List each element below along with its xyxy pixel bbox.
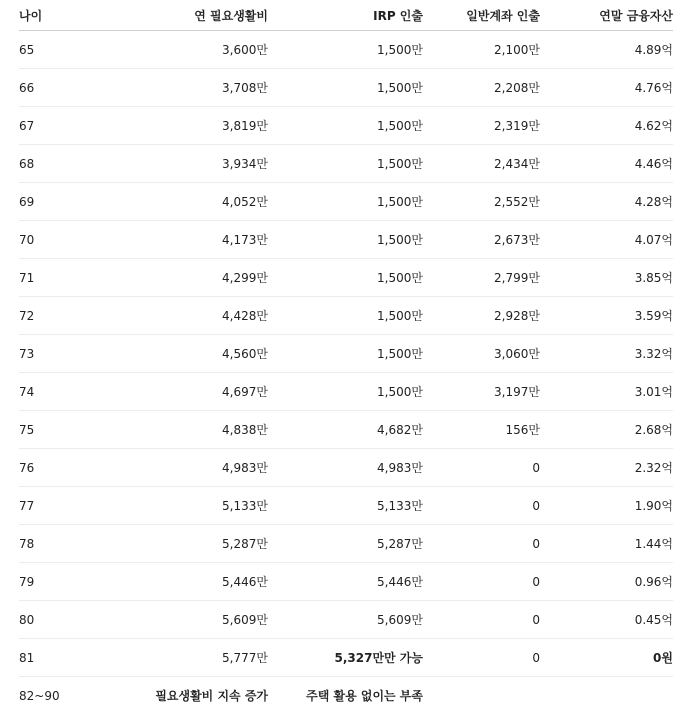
- table-row: [19, 259, 673, 297]
- table-row: [19, 449, 673, 487]
- table-row: [19, 335, 673, 373]
- cell-annual-living-cost: 4,560만: [99, 335, 268, 373]
- cell-general-account-withdrawal: 2,552만: [423, 183, 540, 221]
- cell-note-living-cost: 필요생활비 지속 증가: [155, 689, 268, 703]
- header-irp-withdrawal: IRP 인출: [268, 0, 423, 31]
- cell-year-end-assets: 3.32억: [540, 335, 673, 373]
- cell-annual-living-cost: 4,052만: [99, 183, 268, 221]
- cell-age: 69: [19, 183, 99, 221]
- cell-general-account-withdrawal: 0: [423, 563, 540, 601]
- cell-irp-withdrawal: 1,500만: [268, 107, 423, 145]
- cell-age: 76: [19, 449, 99, 487]
- cell-general-account-withdrawal: 156만: [423, 411, 540, 449]
- cell-age: 65: [19, 31, 99, 69]
- cell-annual-living-cost: 5,446만: [99, 563, 268, 601]
- cell-age: 72: [19, 297, 99, 335]
- cell-year-end-assets: 0.96억: [540, 563, 673, 601]
- cell-annual-living-cost: 3,934만: [99, 145, 268, 183]
- cell-age: 73: [19, 335, 99, 373]
- cell-irp-withdrawal: 4,983만: [268, 449, 423, 487]
- cell-general-account-withdrawal: 3,197만: [423, 373, 540, 411]
- cell-general-account-withdrawal: 2,434만: [423, 145, 540, 183]
- cell-empty: [540, 677, 673, 715]
- table-row: [19, 31, 673, 69]
- cell-year-end-assets: 1.90억: [540, 487, 673, 525]
- cell-year-end-assets: 3.01억: [540, 373, 673, 411]
- cell-annual-living-cost: 4,983만: [99, 449, 268, 487]
- cell-general-account-withdrawal: 2,673만: [423, 221, 540, 259]
- table-row: [19, 107, 673, 145]
- table-row: [19, 525, 673, 563]
- cell-age: 75: [19, 411, 99, 449]
- cell-general-account-withdrawal: 2,319만: [423, 107, 540, 145]
- cell-age: 79: [19, 563, 99, 601]
- header-general-account-withdrawal: 일반계좌 인출: [423, 0, 540, 31]
- cell-year-end-assets: 4.89억: [540, 31, 673, 69]
- cell-irp-withdrawal: 1,500만: [268, 183, 423, 221]
- cell-irp-withdrawal: 5,609만: [268, 601, 423, 639]
- header-row: [19, 0, 673, 31]
- cell-irp-withdrawal: 1,500만: [268, 69, 423, 107]
- cell-empty: [423, 677, 540, 715]
- cell-age: 74: [19, 373, 99, 411]
- cell-annual-living-cost: 5,777만: [99, 639, 268, 677]
- cell-general-account-withdrawal: 0: [423, 525, 540, 563]
- table-row: [19, 183, 673, 221]
- cell-general-account-withdrawal: 3,060만: [423, 335, 540, 373]
- cell-general-account-withdrawal: 0: [423, 639, 540, 677]
- cell-general-account-withdrawal: 2,100만: [423, 31, 540, 69]
- cell-age: 71: [19, 259, 99, 297]
- table-row: [19, 601, 673, 639]
- table-row: [19, 487, 673, 525]
- header-annual-living-cost: 연 필요생활비: [99, 0, 268, 31]
- cell-year-end-assets: 3.85억: [540, 259, 673, 297]
- cell-general-account-withdrawal: 2,208만: [423, 69, 540, 107]
- table-row: [19, 639, 673, 677]
- cell-year-end-assets: 0.45억: [540, 601, 673, 639]
- cell-annual-living-cost: 4,299만: [99, 259, 268, 297]
- table-row: [19, 411, 673, 449]
- cell-general-account-withdrawal: 0: [423, 449, 540, 487]
- cell-general-account-withdrawal: 2,799만: [423, 259, 540, 297]
- table-header: [19, 0, 673, 31]
- cell-annual-living-cost: 3,819만: [99, 107, 268, 145]
- cell-annual-living-cost: 4,838만: [99, 411, 268, 449]
- cell-annual-living-cost: 3,600만: [99, 31, 268, 69]
- cell-year-end-assets: 3.59억: [540, 297, 673, 335]
- retirement-withdrawal-table: [19, 0, 673, 714]
- cell-irp-withdrawal: 1,500만: [268, 221, 423, 259]
- cell-general-account-withdrawal: 2,928만: [423, 297, 540, 335]
- cell-age-range: 82~90: [19, 688, 60, 703]
- table-row: [19, 221, 673, 259]
- cell-annual-living-cost: 4,173만: [99, 221, 268, 259]
- cell-age: 66: [19, 69, 99, 107]
- cell-year-end-assets: 4.07억: [540, 221, 673, 259]
- cell-irp-withdrawal: 1,500만: [268, 335, 423, 373]
- cell-general-account-withdrawal: 0: [423, 601, 540, 639]
- cell-general-account-withdrawal: 0: [423, 487, 540, 525]
- cell-irp-withdrawal: 5,446만: [268, 563, 423, 601]
- cell-age: 67: [19, 107, 99, 145]
- cell-age: 81: [19, 639, 99, 677]
- cell-annual-living-cost: 4,428만: [99, 297, 268, 335]
- cell-annual-living-cost: 5,609만: [99, 601, 268, 639]
- cell-year-end-assets: 1.44억: [540, 525, 673, 563]
- cell-irp-withdrawal: 1,500만: [268, 259, 423, 297]
- cell-annual-living-cost: 5,133만: [99, 487, 268, 525]
- table-row: [19, 563, 673, 601]
- cell-irp-withdrawal: 5,327만만 가능: [268, 639, 423, 677]
- cell-age: 68: [19, 145, 99, 183]
- cell-irp-withdrawal: 1,500만: [268, 31, 423, 69]
- cell-year-end-assets: 0원: [540, 639, 673, 677]
- cell-year-end-assets: 4.46억: [540, 145, 673, 183]
- cell-year-end-assets: 2.68억: [540, 411, 673, 449]
- cell-year-end-assets: 4.28억: [540, 183, 673, 221]
- cell-irp-withdrawal: 1,500만: [268, 373, 423, 411]
- table-row: [19, 69, 673, 107]
- cell-year-end-assets: 4.62억: [540, 107, 673, 145]
- cell-annual-living-cost: 5,287만: [99, 525, 268, 563]
- header-age: 나이: [19, 0, 99, 31]
- cell-note-housing: 주택 활용 없이는 부족: [306, 689, 423, 703]
- table-row: [19, 145, 673, 183]
- cell-age: 77: [19, 487, 99, 525]
- cell-irp-withdrawal: 1,500만: [268, 145, 423, 183]
- cell-annual-living-cost: 3,708만: [99, 69, 268, 107]
- header-year-end-financial-assets: 연말 금융자산: [540, 0, 673, 31]
- cell-irp-withdrawal: 5,133만: [268, 487, 423, 525]
- cell-irp-withdrawal: 1,500만: [268, 297, 423, 335]
- cell-age: 70: [19, 221, 99, 259]
- cell-year-end-assets: 2.32억: [540, 449, 673, 487]
- cell-annual-living-cost: 4,697만: [99, 373, 268, 411]
- cell-age: 78: [19, 525, 99, 563]
- cell-irp-withdrawal: 4,682만: [268, 411, 423, 449]
- table-row-footer: [19, 677, 673, 715]
- cell-year-end-assets: 4.76억: [540, 69, 673, 107]
- table-row: [19, 297, 673, 335]
- table-row: [19, 373, 673, 411]
- cell-irp-withdrawal: 5,287만: [268, 525, 423, 563]
- cell-age: 80: [19, 601, 99, 639]
- table-body: [19, 31, 673, 715]
